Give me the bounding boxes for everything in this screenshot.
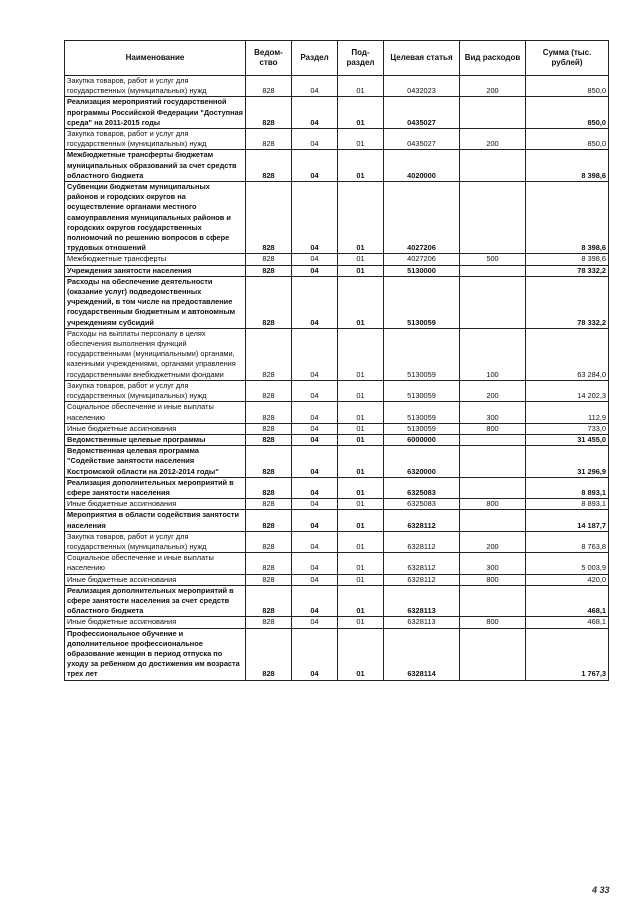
cell-celevaya-statya: 4020000: [384, 150, 460, 182]
cell-vedomstvo: 828: [246, 628, 292, 680]
cell-razdel: 04: [292, 254, 338, 265]
header-celevaya-statya: Целевая статья: [384, 41, 460, 76]
cell-podrazdel: 01: [338, 76, 384, 97]
cell-vedomstvo: 828: [246, 328, 292, 380]
cell-summa: 31 455,0: [526, 434, 609, 445]
cell-vid-raskhodov: [460, 477, 526, 498]
cell-celevaya-statya: 6000000: [384, 434, 460, 445]
header-summa: Сумма (тыс. рублей): [526, 41, 609, 76]
cell-name: Иные бюджетные ассигнования: [65, 423, 246, 434]
cell-vid-raskhodov: [460, 510, 526, 531]
cell-name: Закупка товаров, работ и услуг для государственных (муниципальных) нужд: [65, 531, 246, 552]
cell-vid-raskhodov: 200: [460, 129, 526, 150]
cell-vid-raskhodov: [460, 585, 526, 617]
cell-vid-raskhodov: [460, 265, 526, 276]
table-row: [65, 76, 609, 97]
cell-name: Профессиональное обучение и дополнительное профессиональное образование женщин в период отпуска по уходу за ребенком до достижения им возраста трех лет: [65, 628, 246, 680]
table-row: [65, 617, 609, 628]
cell-name: Реализация мероприятий государственной программы Российской Федерации "Доступная среда" на 2011-2015 годы: [65, 97, 246, 129]
cell-vid-raskhodov: [460, 628, 526, 680]
cell-name: Иные бюджетные ассигнования: [65, 499, 246, 510]
cell-vedomstvo: 828: [246, 402, 292, 423]
cell-razdel: 04: [292, 553, 338, 574]
cell-summa: 8 763,8: [526, 531, 609, 552]
cell-celevaya-statya: 6328112: [384, 531, 460, 552]
cell-podrazdel: 01: [338, 150, 384, 182]
cell-celevaya-statya: 0432023: [384, 76, 460, 97]
cell-celevaya-statya: 6328113: [384, 617, 460, 628]
table-row: [65, 402, 609, 423]
cell-summa: 468,1: [526, 585, 609, 617]
cell-name: Реализация дополнительных мероприятий в сфере занятости населения за счет средств областного бюджета: [65, 585, 246, 617]
cell-vedomstvo: 828: [246, 276, 292, 328]
cell-celevaya-statya: 6328112: [384, 510, 460, 531]
cell-summa: 5 003,9: [526, 553, 609, 574]
cell-vid-raskhodov: [460, 97, 526, 129]
table-row: [65, 499, 609, 510]
cell-summa: 420,0: [526, 574, 609, 585]
cell-celevaya-statya: 5130000: [384, 265, 460, 276]
cell-celevaya-statya: 6328112: [384, 553, 460, 574]
cell-vid-raskhodov: 800: [460, 499, 526, 510]
cell-summa: 31 296,9: [526, 446, 609, 478]
cell-vedomstvo: 828: [246, 182, 292, 254]
table-row: [65, 585, 609, 617]
cell-vid-raskhodov: 100: [460, 328, 526, 380]
budget-table: [64, 40, 609, 681]
cell-summa: 78 332,2: [526, 276, 609, 328]
cell-podrazdel: 01: [338, 617, 384, 628]
header-name: Наименование: [65, 41, 246, 76]
table-row: [65, 97, 609, 129]
header-podrazdel: Под-раздел: [338, 41, 384, 76]
table-row: [65, 182, 609, 254]
cell-podrazdel: 01: [338, 328, 384, 380]
cell-podrazdel: 01: [338, 97, 384, 129]
cell-celevaya-statya: 6325083: [384, 477, 460, 498]
cell-celevaya-statya: 6328114: [384, 628, 460, 680]
cell-celevaya-statya: 5130059: [384, 328, 460, 380]
cell-vedomstvo: 828: [246, 129, 292, 150]
cell-podrazdel: 01: [338, 402, 384, 423]
cell-vedomstvo: 828: [246, 380, 292, 401]
table-row: [65, 446, 609, 478]
cell-razdel: 04: [292, 129, 338, 150]
cell-celevaya-statya: 5130059: [384, 276, 460, 328]
cell-summa: 14 187,7: [526, 510, 609, 531]
cell-vid-raskhodov: 300: [460, 553, 526, 574]
cell-vid-raskhodov: 200: [460, 531, 526, 552]
table-row: [65, 254, 609, 265]
cell-podrazdel: 01: [338, 574, 384, 585]
cell-podrazdel: 01: [338, 446, 384, 478]
header-vedomstvo: Ведом-ство: [246, 41, 292, 76]
cell-celevaya-statya: 5130059: [384, 402, 460, 423]
cell-name: Межбюджетные трансферты бюджетам муниципальных образований за счет средств областного бюджета: [65, 150, 246, 182]
cell-vedomstvo: 828: [246, 254, 292, 265]
cell-vid-raskhodov: 800: [460, 423, 526, 434]
cell-razdel: 04: [292, 97, 338, 129]
cell-summa: 850,0: [526, 129, 609, 150]
cell-podrazdel: 01: [338, 380, 384, 401]
cell-name: Мероприятия в области содействия занятости населения: [65, 510, 246, 531]
cell-name: Расходы на выплаты персоналу в целях обеспечения выполнения функций государственными (муниципальными) органами, казенными учреждениями, органами управления государственными внебюджетными фондами: [65, 328, 246, 380]
table-row: [65, 574, 609, 585]
cell-podrazdel: 01: [338, 423, 384, 434]
cell-celevaya-statya: 4027206: [384, 254, 460, 265]
cell-vedomstvo: 828: [246, 97, 292, 129]
cell-celevaya-statya: 0435027: [384, 129, 460, 150]
header-razdel: Раздел: [292, 41, 338, 76]
table-row: [65, 477, 609, 498]
cell-name: Ведомственная целевая программа "Содействие занятости населения Костромской области на 2012-2014 годы": [65, 446, 246, 478]
cell-vedomstvo: 828: [246, 477, 292, 498]
cell-razdel: 04: [292, 328, 338, 380]
cell-podrazdel: 01: [338, 254, 384, 265]
cell-summa: 8 398,6: [526, 254, 609, 265]
cell-vedomstvo: 828: [246, 446, 292, 478]
cell-summa: 14 202,3: [526, 380, 609, 401]
cell-vid-raskhodov: [460, 276, 526, 328]
cell-vid-raskhodov: [460, 150, 526, 182]
cell-summa: 8 893,1: [526, 477, 609, 498]
cell-razdel: 04: [292, 477, 338, 498]
cell-name: Закупка товаров, работ и услуг для государственных (муниципальных) нужд: [65, 76, 246, 97]
cell-summa: 63 284,0: [526, 328, 609, 380]
cell-name: Субвенции бюджетам муниципальных районов и городских округов на осуществление органами местного самоуправления муниципальных районов и городских округов государственных полномочий по решению вопросов в сфере трудовых отношений: [65, 182, 246, 254]
table-row: [65, 328, 609, 380]
table-row: [65, 553, 609, 574]
cell-razdel: 04: [292, 182, 338, 254]
cell-razdel: 04: [292, 574, 338, 585]
cell-summa: 8 398,6: [526, 150, 609, 182]
cell-podrazdel: 01: [338, 510, 384, 531]
cell-celevaya-statya: 6328112: [384, 574, 460, 585]
cell-vedomstvo: 828: [246, 150, 292, 182]
page-mark: 4 33: [592, 885, 610, 895]
cell-razdel: 04: [292, 628, 338, 680]
table-row: [65, 628, 609, 680]
cell-summa: 850,0: [526, 76, 609, 97]
table-row: [65, 276, 609, 328]
table-row: [65, 531, 609, 552]
cell-name: Иные бюджетные ассигнования: [65, 617, 246, 628]
table-row: [65, 150, 609, 182]
table-body: [65, 76, 609, 681]
cell-razdel: 04: [292, 434, 338, 445]
cell-name: Ведомственные целевые программы: [65, 434, 246, 445]
cell-vedomstvo: 828: [246, 574, 292, 585]
cell-podrazdel: 01: [338, 553, 384, 574]
cell-summa: 733,0: [526, 423, 609, 434]
cell-razdel: 04: [292, 402, 338, 423]
cell-vedomstvo: 828: [246, 265, 292, 276]
cell-celevaya-statya: 6325083: [384, 499, 460, 510]
cell-name: Учреждения занятости населения: [65, 265, 246, 276]
cell-name: Реализация дополнительных мероприятий в сфере занятости населения: [65, 477, 246, 498]
cell-celevaya-statya: 0435027: [384, 97, 460, 129]
table-row: [65, 265, 609, 276]
cell-vedomstvo: 828: [246, 76, 292, 97]
table-row: [65, 129, 609, 150]
cell-razdel: 04: [292, 617, 338, 628]
cell-podrazdel: 01: [338, 276, 384, 328]
cell-podrazdel: 01: [338, 477, 384, 498]
cell-podrazdel: 01: [338, 628, 384, 680]
cell-razdel: 04: [292, 585, 338, 617]
cell-summa: 78 332,2: [526, 265, 609, 276]
cell-vid-raskhodov: [460, 446, 526, 478]
cell-vedomstvo: 828: [246, 499, 292, 510]
cell-celevaya-statya: 6320000: [384, 446, 460, 478]
cell-vid-raskhodov: 500: [460, 254, 526, 265]
table-row: [65, 510, 609, 531]
cell-vedomstvo: 828: [246, 617, 292, 628]
cell-summa: 8 893,1: [526, 499, 609, 510]
cell-name: Иные бюджетные ассигнования: [65, 574, 246, 585]
cell-razdel: 04: [292, 380, 338, 401]
cell-razdel: 04: [292, 150, 338, 182]
cell-name: Закупка товаров, работ и услуг для государственных (муниципальных) нужд: [65, 129, 246, 150]
cell-razdel: 04: [292, 499, 338, 510]
cell-celevaya-statya: 4027206: [384, 182, 460, 254]
table-header-row: [65, 41, 609, 76]
cell-razdel: 04: [292, 276, 338, 328]
cell-vid-raskhodov: 200: [460, 380, 526, 401]
cell-vid-raskhodov: 800: [460, 574, 526, 585]
cell-podrazdel: 01: [338, 265, 384, 276]
cell-vedomstvo: 828: [246, 553, 292, 574]
cell-vedomstvo: 828: [246, 434, 292, 445]
cell-vedomstvo: 828: [246, 585, 292, 617]
cell-razdel: 04: [292, 423, 338, 434]
cell-podrazdel: 01: [338, 129, 384, 150]
cell-vedomstvo: 828: [246, 423, 292, 434]
cell-razdel: 04: [292, 265, 338, 276]
header-vid-raskhodov: Вид расходов: [460, 41, 526, 76]
cell-celevaya-statya: 5130059: [384, 423, 460, 434]
cell-name: Социальное обеспечение и иные выплаты населению: [65, 553, 246, 574]
cell-vid-raskhodov: 800: [460, 617, 526, 628]
table-row: [65, 434, 609, 445]
cell-podrazdel: 01: [338, 182, 384, 254]
cell-summa: 468,1: [526, 617, 609, 628]
cell-razdel: 04: [292, 531, 338, 552]
cell-name: Межбюджетные трансферты: [65, 254, 246, 265]
cell-summa: 1 767,3: [526, 628, 609, 680]
cell-name: Социальное обеспечение и иные выплаты населению: [65, 402, 246, 423]
cell-podrazdel: 01: [338, 499, 384, 510]
cell-razdel: 04: [292, 446, 338, 478]
cell-vedomstvo: 828: [246, 531, 292, 552]
cell-celevaya-statya: 5130059: [384, 380, 460, 401]
cell-podrazdel: 01: [338, 531, 384, 552]
cell-vid-raskhodov: 200: [460, 76, 526, 97]
cell-name: Закупка товаров, работ и услуг для государственных (муниципальных) нужд: [65, 380, 246, 401]
cell-razdel: 04: [292, 76, 338, 97]
cell-vid-raskhodov: 300: [460, 402, 526, 423]
cell-vid-raskhodov: [460, 434, 526, 445]
cell-name: Расходы на обеспечение деятельности (оказание услуг) подведомственных учреждений, в том числе на предоставление государственным бюджетным и автономным учреждениям субсидий: [65, 276, 246, 328]
cell-razdel: 04: [292, 510, 338, 531]
budget-table-sheet: [64, 40, 608, 681]
cell-summa: 8 398,6: [526, 182, 609, 254]
cell-vid-raskhodov: [460, 182, 526, 254]
table-row: [65, 423, 609, 434]
table-row: [65, 380, 609, 401]
cell-podrazdel: 01: [338, 585, 384, 617]
cell-podrazdel: 01: [338, 434, 384, 445]
cell-summa: 112,9: [526, 402, 609, 423]
cell-summa: 850,0: [526, 97, 609, 129]
cell-vedomstvo: 828: [246, 510, 292, 531]
cell-celevaya-statya: 6328113: [384, 585, 460, 617]
